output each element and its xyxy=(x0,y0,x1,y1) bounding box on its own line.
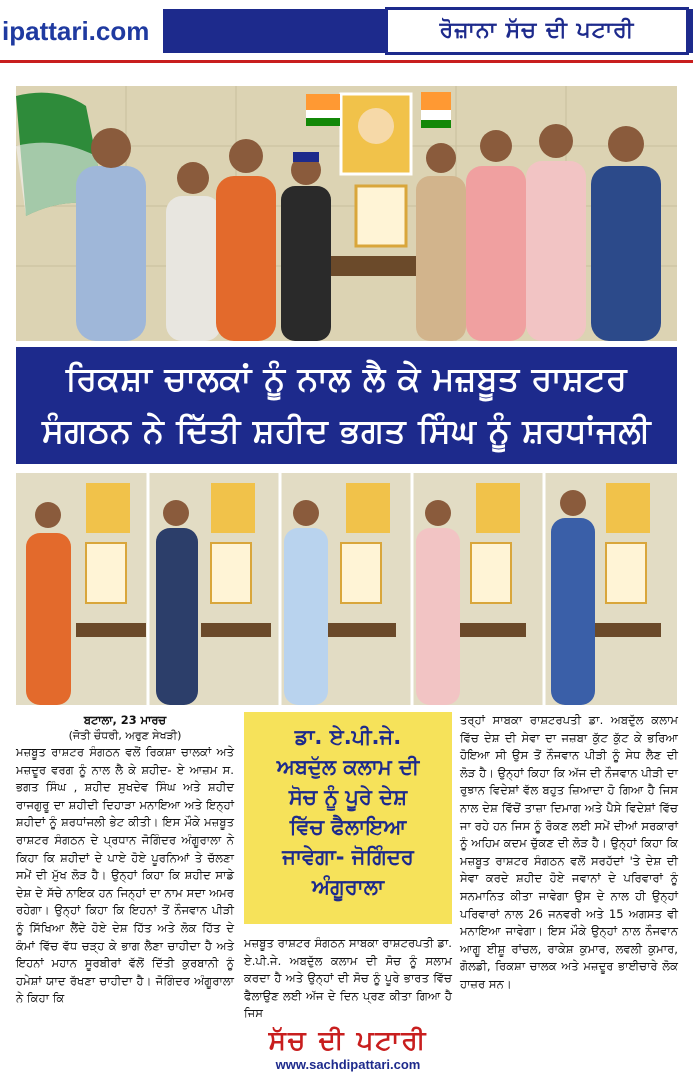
article-text-middle: ਮਜ਼ਬੂਤ ਰਾਸ਼ਟਰ ਸੰਗਠਨ ਸਾਬਕਾ ਰਾਸ਼ਟਰਪਤੀ ਡਾ. ਏ.ਪੀ.ਜੇ. ਅਬਦੁੱਲ ਕਲਾਮ ਦੀ ਸੋਚ ਨੂੰ ਸਲਾਮ ਕਰਦਾ ਹੈ ਅਤੇ ਉਨ੍ਹਾਂ ਦੀ ਸੋਚ ਨੂੰ ਪੂਰੇ ਭਾਰਤ ਵਿੱਚ ਫੈਲਾਉਣ ਲਈ ਅੱਜ ਦੇ ਦਿਨ ਪ੍ਰਣ ਕੀਤਾ ਗਿਆ ਹੈ ਜਿਸ xyxy=(244,936,452,1021)
headline-line-1: ਰਿਕਸ਼ਾ ਚਾਲਕਾਂ ਨੂੰ ਨਾਲ ਲੈ ਕੇ ਮਜ਼ਬੂਤ ਰਾਸ਼ਟਰ xyxy=(65,359,628,398)
subhead-line-2: ਅਬਦੁੱਲ ਕਲਾਮ ਦੀ xyxy=(276,755,420,779)
main-headline xyxy=(16,347,677,464)
headline-line-2: ਸੰਗਠਨ ਨੇ ਦਿੱਤੀ ਸ਼ਹੀਦ ਭਗਤ ਸਿੰਘ ਨੂੰ ਸ਼ਰਧਾਂਜਲੀ xyxy=(41,411,652,450)
dateline: ਬਟਾਲਾ, 23 ਮਾਰਚ xyxy=(83,713,167,727)
subhead-line-6: ਅੰਗੂਰਾਲਾ xyxy=(312,875,384,899)
subhead-line-1: ਡਾ. ਏ.ਪੀ.ਜੇ. xyxy=(294,725,402,749)
brand-website: www.sachdipattari.com xyxy=(275,1057,421,1072)
subhead-line-5: ਜਾਵੇਗਾ- ਜੋਗਿੰਦਰ xyxy=(282,845,414,869)
byline: (ਜੋਤੀ ਚੌਧਰੀ, ਅਰੁਣ ਸੇਖੜੀ) xyxy=(68,729,182,742)
article-text-left: ਮਜ਼ਬੂਤ ਰਾਸ਼ਟਰ ਸੰਗਠਨ ਵਲੋਂ ਰਿਕਸ਼ਾ ਚਾਲਕਾਂ ਅਤੇ ਮਜ਼ਦੂਰ ਵਰਗ ਨੂੰ ਨਾਲ ਲੈ ਕੇ ਸ਼ਹੀਦ- ਏ ਆਜ਼ਮ ਸ. ਭਗਤ ਸਿੰਘ , ਸ਼ਹੀਦ ਸੁਖਦੇਵ ਸਿੰਘ ਅਤੇ ਸ਼ਹੀਦ ਰਾਜਗੁਰੂ ਦਾ ਸ਼ਹੀਦੀ ਦਿਹਾੜਾ ਮਨਾਇਆ ਅਤੇ ਇਨ੍ਹਾਂ ਸ਼ਹੀਦਾਂ ਨੂੰ ਸ਼ਰਧਾਂਜਲੀ ਭੇਟ ਕੀਤੀ। ਇਸ ਮੌਕੇ ਮਜ਼ਬੂਤ ਰਾਸ਼ਟਰ ਸੰਗਠਨ ਦੇ ਪ੍ਰਧਾਨ ਜੋਗਿੰਦਰ ਅੰਗੂਰਾਲਾ ਨੇ ਕਿਹਾ ਕਿ ਸ਼ਹੀਦਾਂ ਦੇ ਪਾਏ ਹੋਏ ਪੂਰਨਿਆਂ ਤੇ ਚੱਲਣਾ ਸਮੇਂ ਦੀ ਮੁੱਖ ਲੋੜ ਹੈ। ਉਨ੍ਹਾਂ ਕਿਹਾ ਕਿ ਸ਼ਹੀਦ ਸਾਡੇ ਦੇਸ਼ ਦੇ ਸੱਚੇ ਨਾਇਕ ਹਨ ਜਿਨ੍ਹਾਂ ਦਾ ਨਾਮ ਸਦਾ ਅਮਰ ਰਹੇਗਾ। ਉਨ੍ਹਾਂ ਕਿਹਾ ਕਿ ਇਹਨਾਂ ਤੋਂ ਨੌਜਵਾਨ ਪੀੜੀ ਨੂੰ ਸਿੱਖਿਆ ਲੈਂਦੇ ਹੋਏ ਦੇਸ਼ ਹਿੱਤ ਅਤੇ ਲੋਕ ਹਿੱਤ ਦੇ ਕੰਮਾਂ ਵਿੱਚ ਵੱਧ ਚੜ੍ਹ ਕੇ ਭਾਗ ਲੈਣਾ ਚਾਹੀਦਾ ਹੈ ਅਤੇ ਇਹਨਾਂ ਮਹਾਨ ਸੂਰਬੀਰਾਂ ਵੱਲੋਂ ਦਿੱਤੀ ਕੁਰਬਾਨੀ ਨੂੰ ਹਮੇਸ਼ਾਂ ਯਾਦ ਰੱਖਣਾ ਚਾਹੀਦਾ ਹੈ। ਜੋਗਿੰਦਰ ਅੰਗੂਰਾਲਾ ਨੇ ਕਿਹਾ ਕਿ xyxy=(16,745,234,1006)
site-name: ipattari.com xyxy=(0,9,163,53)
article-column-left xyxy=(16,712,234,1008)
masthead-divider xyxy=(0,60,693,63)
subhead-line-4: ਵਿੱਚ ਫੈਲਾਇਆ xyxy=(289,815,407,839)
brand-name: ਸੱਚ ਦੀ ਪਟਾਰੀ xyxy=(268,1026,428,1056)
tribute-group-photo xyxy=(16,86,677,341)
article-text-right: ਤਰ੍ਹਾਂ ਸਾਬਕਾ ਰਾਸ਼ਟਰਪਤੀ ਡਾ. ਅਬਦੁੱਲ ਕਲਾਮ ਵਿੱਚ ਦੇਸ਼ ਦੀ ਸੇਵਾ ਦਾ ਜਜ਼ਬਾ ਕੁੱਟ ਕੁੱਟ ਕੇ ਭਰਿਆ ਹੋਇਆ ਸੀ ਉਸ ਤੋਂ ਨੌਜਵਾਨ ਪੀੜੀ ਨੂੰ ਸੇਧ ਲੈਣ ਦੀ ਲੋੜ ਹੈ। ਉਨ੍ਹਾਂ ਕਿਹਾ ਕਿ ਅੱਜ ਦੀ ਨੌਜਵਾਨ ਪੀੜੀ ਦਾ ਰੁਝਾਨ ਵਿਦੇਸ਼ਾਂ ਵੱਲ ਬਹੁਤ ਜ਼ਿਆਦਾ ਹੋ ਗਿਆ ਹੈ ਜਿਸ ਨਾਲ ਦੇਸ਼ ਵਿੱਚੋਂ ਤਾਜ਼ਾ ਦਿਮਾਗ ਅਤੇ ਪੈਸੇ ਵਿਦੇਸ਼ਾਂ ਵਿੱਚ ਜਾ ਰਹੇ ਹਨ ਜਿਸ ਨੂੰ ਰੋਕਣ ਲਈ ਸਮੇਂ ਦੀਆਂ ਸਰਕਾਰਾਂ ਨੂੰ ਅਹਿਮ ਕਦਮ ਚੁੱਕਣ ਦੀ ਲੋੜ ਹੈ। ਉਨ੍ਹਾਂ ਕਿਹਾ ਕਿ ਮਜ਼ਬੂਤ ਰਾਸ਼ਟਰ ਸੰਗਠਨ ਵਲੋਂ ਸਰਹੱਦਾਂ 'ਤੇ ਦੇਸ਼ ਦੀ ਸੇਵਾ ਕਰਦੇ ਸ਼ਹੀਦ ਹੋਏ ਜਵਾਨਾਂ ਦੇ ਪਰਿਵਾਰਾਂ ਨੂੰ ਸਨਮਾਨਿਤ ਕੀਤਾ ਜਾਵੇਗਾ ਉਸ ਦੇ ਨਾਲ ਹੀ ਉਨ੍ਹਾਂ ਪਰਿਵਾਰਾਂ ਨਾਲ 26 ਜਨਵਰੀ ਅਤੇ 15 ਅਗਸਤ ਵੀ ਮਨਾਇਆ ਜਾਵੇਗਾ। ਇਸ ਮੌਕੇ ਉਨ੍ਹਾਂ ਨਾਲ ਨੌਜਵਾਨ ਆਗੂ ਈਸ਼ੂ ਰਾਂਚਲ, ਰਾਕੇਸ਼ ਕੁਮਾਰ, ਲਵਲੀ ਕੁਮਾਰ, ਗੋਲਡੀ, ਰਿਕਸ਼ਾ ਚਾਲਕ ਅਤੇ ਮਜ਼ਦੂਰ ਭਾਈਚਾਰੇ ਲੋਕ ਹਾਜ਼ਰ ਸਨ। xyxy=(460,713,678,991)
subhead-line-3: ਸੋਚ ਨੂੰ ਪੂਰੇ ਦੇਸ਼ xyxy=(288,785,408,809)
article-column-middle xyxy=(244,935,452,1023)
brand-footer xyxy=(244,1026,452,1074)
masthead xyxy=(0,0,693,62)
article-column-right xyxy=(460,712,678,994)
sub-headline-box xyxy=(244,712,452,924)
paper-name: ਰੋਜ਼ਾਨਾ ਸੱਚ ਦੀ ਪਟਾਰੀ xyxy=(385,7,689,55)
tribute-collage-photo xyxy=(16,473,677,705)
